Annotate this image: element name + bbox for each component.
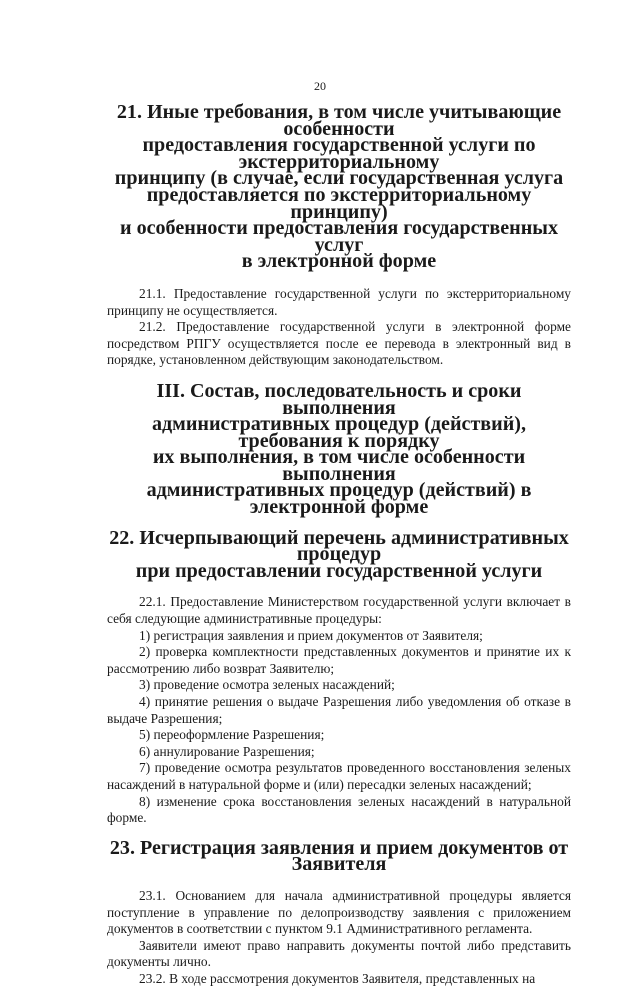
heading-line: III. Состав, последовательность и сроки выполнения (156, 379, 522, 419)
heading-line: принципу (в случае, если государственная услуга (114, 167, 564, 190)
list-item: 7) проведение осмотра результатов проведенного восстановления зеленых насаждений в натуральной форме и (или) пересадки зеленых насаждений; (107, 760, 571, 792)
list-item: 5) переоформление Разрешения; (139, 727, 325, 743)
heading-line: административных процедур (действий) в электронной форме (146, 479, 532, 519)
list-item: 2) проверка комплектности представленных документов и принятие их к рассмотрению либо возврат Заявителю; (107, 644, 571, 676)
heading-line: 22. Исчерпывающий перечень административных процедур (109, 526, 569, 566)
heading-line: 23. Регистрация заявления и прием документов от Заявителя (109, 836, 569, 876)
paragraph-23-2: 23.2. В ходе рассмотрения документов Заявителя, представленных на (139, 970, 536, 986)
list-item: 6) аннулирование Разрешения; (139, 743, 315, 759)
paragraph-22-1: 22.1. Предоставление Министерством государственной услуги включает в себя следующие административные процедуры: (107, 594, 571, 627)
paragraph-21-2: 21.2. Предоставление государственной услуги в электронной форме посредством РПГУ осуществляется после ее перевода в электронный вид в порядке, установленном действующим законодательством. (107, 319, 571, 368)
heading-line: административных процедур (действий), требования к порядку (151, 413, 526, 452)
list-item: 3) проведение осмотра зеленых насаждений; (139, 677, 395, 693)
heading-line: и особенности предоставления государственных услуг (119, 217, 559, 256)
section-23-heading (107, 836, 571, 876)
paragraph-21-1: 21.1. Предоставление государственной услуги по экстерриториальному принципу не осуществляется. (107, 285, 571, 318)
heading-line: 21. Иные требования, в том числе учитывающие особенности (116, 101, 562, 140)
page-content (107, 101, 571, 988)
heading-line: предоставляется по экстерриториальному принципу) (146, 183, 532, 223)
paragraph-23-1-cont: Заявители имеют право направить документы почтой либо представить документы лично. (107, 937, 571, 970)
section-III-heading (107, 379, 571, 519)
heading-line: их выполнения, в том числе особенности выполнения (152, 446, 526, 485)
heading-line: в электронной форме (241, 250, 437, 273)
paragraph-23-1: 23.1. Основанием для начала административной процедуры является поступление в управление по делопроизводству заявления с приложением документов в соответствии с пунктом 9.1 Административного регламента. (107, 887, 571, 937)
list-item: 8) изменение срока восстановления зеленых насаждений в натуральной форме. (107, 793, 571, 826)
section-22-heading (107, 526, 571, 582)
heading-line: предоставления государственной услуги по экстерриториальному (142, 134, 536, 173)
list-item: 1) регистрация заявления и прием документов от Заявителя; (139, 627, 483, 643)
section-21-heading (107, 101, 571, 273)
page-number: 20 (314, 79, 326, 93)
list-item: 4) принятие решения о выдаче Разрешения либо уведомления об отказе в выдаче Разрешения; (107, 694, 571, 726)
heading-line: при предоставлении государственной услуги (135, 559, 543, 582)
